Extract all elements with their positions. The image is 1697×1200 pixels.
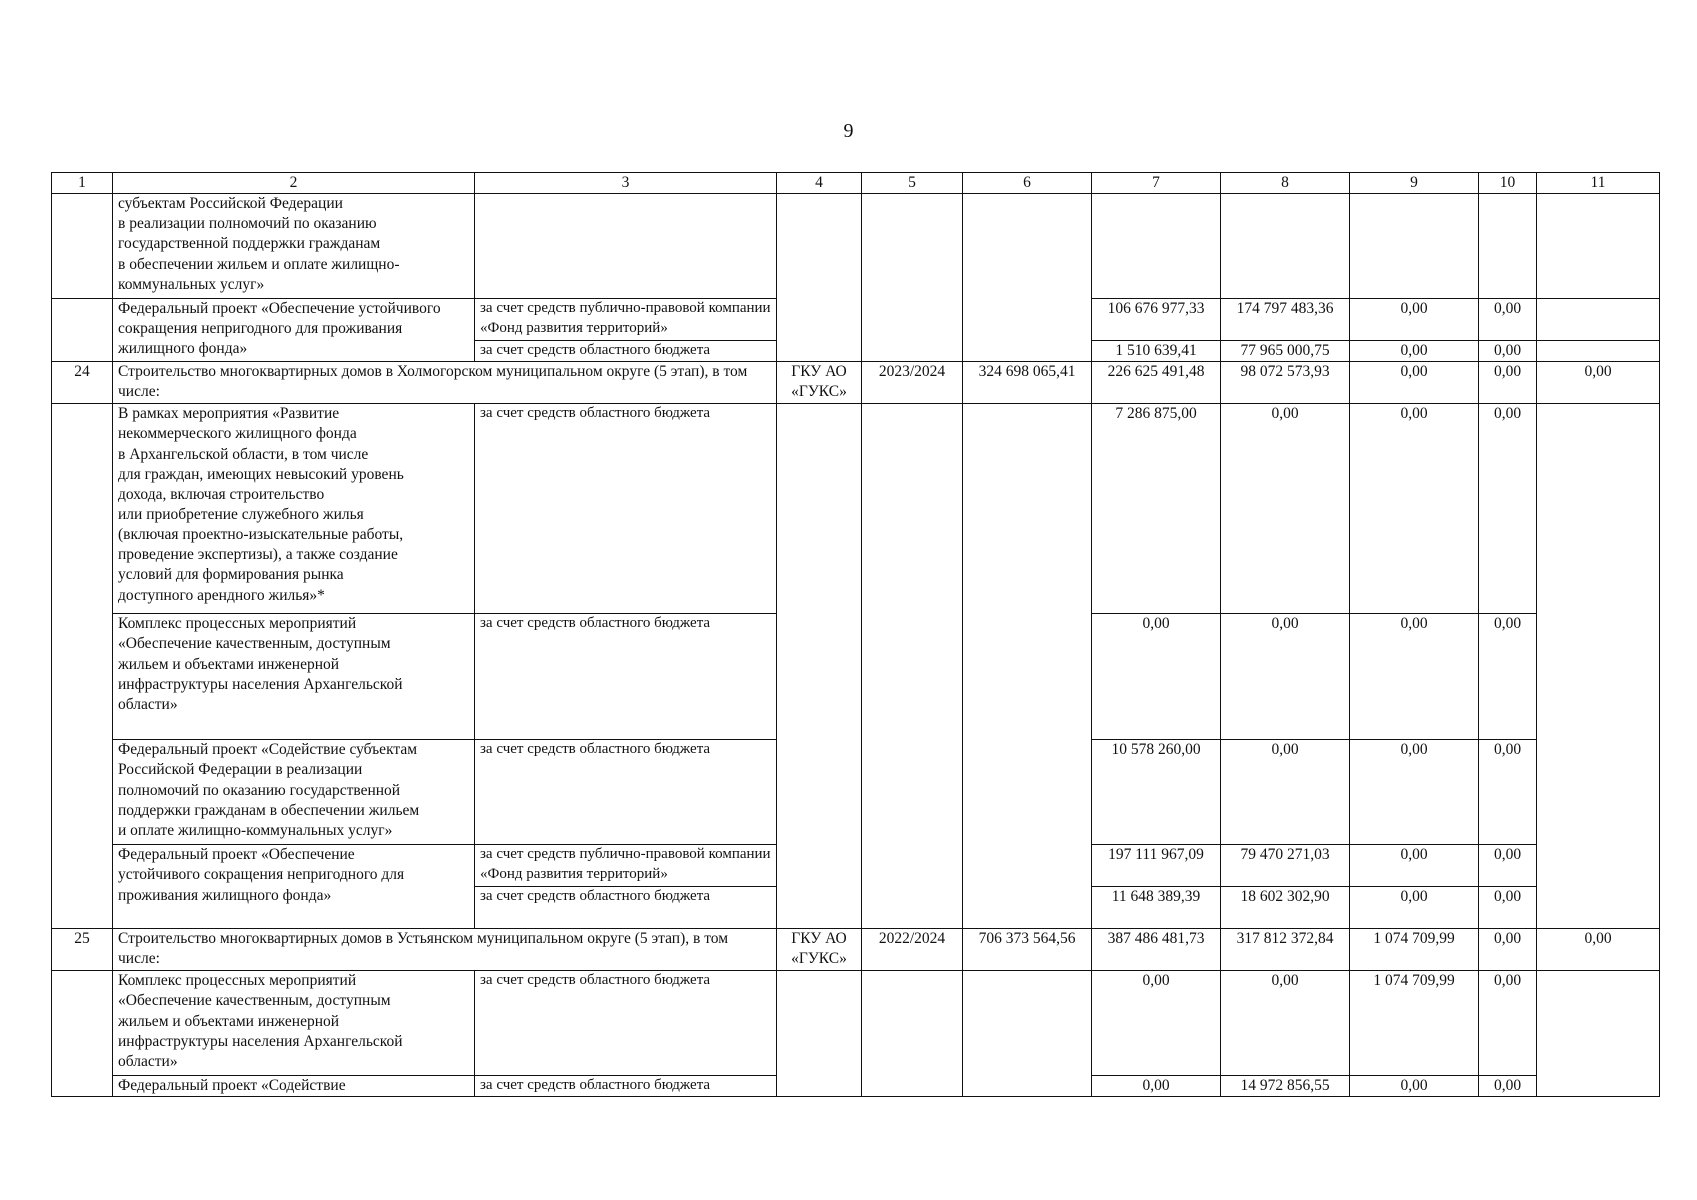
funding-source: за счет средств публично-правовой компании «Фонд развития территорий»: [475, 299, 777, 341]
value-cell: 0,00: [1479, 845, 1537, 887]
value-cell: 0,00: [1479, 1076, 1537, 1097]
value-cell: 197 111 967,09: [1092, 845, 1221, 887]
row-description: Строительство многоквартирных домов в Холмогорском муниципальном округе (5 этап), в том числе:: [113, 362, 777, 404]
value-cell: 1 510 639,41: [1092, 341, 1221, 362]
value-cell: 0,00: [1221, 971, 1350, 1076]
column-header: 3: [475, 173, 777, 194]
responsible-cell: ГКУ АО «ГУКС»: [777, 929, 862, 971]
value-cell: 0,00: [1350, 299, 1479, 341]
row-description: Строительство многоквартирных домов в Устьянском муниципальном округе (5 этап), в том числе:: [113, 929, 777, 971]
value-cell: 0,00: [1537, 929, 1660, 971]
funding-source: за счет средств областного бюджета: [475, 887, 777, 929]
table-row: [52, 929, 1660, 971]
row-description: В рамках мероприятия «Развитие некоммерческого жилищного фонда в Архангельской области, в том числе для граждан, имеющих невысокий уровень дохода, включая строительство или приобретение служебного жилья (включая проектно-изыскательные работы, проведение экспертизы), а также создание условий для формирования рынка доступного арендного жилья»*: [113, 404, 475, 614]
column-header: 9: [1350, 173, 1479, 194]
value-cell: 0,00: [1221, 614, 1350, 740]
row-description: Федеральный проект «Обеспечение устойчивого сокращения непригодного для проживания жилищного фонда»: [113, 845, 475, 929]
value-cell: 226 625 491,48: [1092, 362, 1221, 404]
row-number: 24: [52, 362, 113, 404]
value-cell: 0,00: [1479, 929, 1537, 971]
value-cell: 174 797 483,36: [1221, 299, 1350, 341]
value-cell: 0,00: [1092, 1076, 1221, 1097]
value-cell: 0,00: [1479, 971, 1537, 1076]
table-row: [52, 362, 1660, 404]
funding-source: за счет средств областного бюджета: [475, 1076, 777, 1097]
value-cell: 11 648 389,39: [1092, 887, 1221, 929]
value-cell: 0,00: [1350, 887, 1479, 929]
value-cell: 0,00: [1092, 971, 1221, 1076]
column-header: 2: [113, 173, 475, 194]
value-cell: 106 676 977,33: [1092, 299, 1221, 341]
value-cell: 14 972 856,55: [1221, 1076, 1350, 1097]
value-cell: 0,00: [1350, 740, 1479, 845]
table-row: [52, 404, 1660, 614]
column-header: 6: [963, 173, 1092, 194]
column-header: 10: [1479, 173, 1537, 194]
value-cell: 7 286 875,00: [1092, 404, 1221, 614]
table-row: [52, 194, 1660, 299]
value-cell: 0,00: [1479, 362, 1537, 404]
row-description: субъектам Российской Федерации в реализации полномочий по оказанию государственной поддержки гражданам в обеспечении жильем и оплате жилищно- коммунальных услуг»: [113, 194, 475, 299]
period-cell: 2022/2024: [862, 929, 963, 971]
value-cell: 1 074 709,99: [1350, 929, 1479, 971]
value-cell: 1 074 709,99: [1350, 971, 1479, 1076]
value-cell: 317 812 372,84: [1221, 929, 1350, 971]
funding-source: за счет средств областного бюджета: [475, 740, 777, 845]
column-header: 11: [1537, 173, 1660, 194]
row-description: Комплекс процессных мероприятий «Обеспечение качественным, доступным жильем и объектами инженерной инфраструктуры населения Архангельской области»: [113, 614, 475, 740]
row-description: Федеральный проект «Содействие: [113, 1076, 475, 1097]
budget-table: [51, 172, 1660, 1097]
value-cell: 0,00: [1350, 341, 1479, 362]
table-row: [52, 971, 1660, 1076]
value-cell: 0,00: [1479, 404, 1537, 614]
value-cell: 0,00: [1221, 404, 1350, 614]
column-header: 8: [1221, 173, 1350, 194]
value-cell: 387 486 481,73: [1092, 929, 1221, 971]
value-cell: 0,00: [1350, 614, 1479, 740]
value-cell: 0,00: [1350, 362, 1479, 404]
page-number: 9: [843, 120, 854, 142]
column-header: 4: [777, 173, 862, 194]
funding-source: за счет средств областного бюджета: [475, 971, 777, 1076]
value-cell: 0,00: [1092, 614, 1221, 740]
value-cell: 706 373 564,56: [963, 929, 1092, 971]
value-cell: 0,00: [1479, 740, 1537, 845]
value-cell: 0,00: [1537, 362, 1660, 404]
responsible-cell: ГКУ АО «ГУКС»: [777, 362, 862, 404]
row-description: Федеральный проект «Обеспечение устойчивого сокращения непригодного для проживания жилищного фонда»: [113, 299, 475, 362]
funding-source: за счет средств публично-правовой компании «Фонд развития территорий»: [475, 845, 777, 887]
period-cell: 2023/2024: [862, 362, 963, 404]
value-cell: 0,00: [1479, 341, 1537, 362]
value-cell: 10 578 260,00: [1092, 740, 1221, 845]
funding-source: за счет средств областного бюджета: [475, 404, 777, 614]
column-header: 5: [862, 173, 963, 194]
value-cell: 0,00: [1479, 614, 1537, 740]
value-cell: 79 470 271,03: [1221, 845, 1350, 887]
value-cell: 0,00: [1350, 845, 1479, 887]
row-number: 25: [52, 929, 113, 971]
row-description: Комплекс процессных мероприятий «Обеспечение качественным, доступным жильем и объектами инженерной инфраструктуры населения Архангельской области»: [113, 971, 475, 1076]
column-header: 7: [1092, 173, 1221, 194]
value-cell: 0,00: [1479, 299, 1537, 341]
value-cell: 0,00: [1350, 404, 1479, 614]
value-cell: 0,00: [1221, 740, 1350, 845]
column-header: 1: [52, 173, 113, 194]
value-cell: 98 072 573,93: [1221, 362, 1350, 404]
row-description: Федеральный проект «Содействие субъектам Российской Федерации в реализации полномочий по оказанию государственной поддержки гражданам в обеспечении жильем и оплате жилищно-коммунальных услуг»: [113, 740, 475, 845]
column-number-row: [52, 173, 1660, 194]
value-cell: 0,00: [1350, 1076, 1479, 1097]
value-cell: 18 602 302,90: [1221, 887, 1350, 929]
funding-source: за счет средств областного бюджета: [475, 614, 777, 740]
value-cell: 0,00: [1479, 887, 1537, 929]
value-cell: 324 698 065,41: [963, 362, 1092, 404]
value-cell: 77 965 000,75: [1221, 341, 1350, 362]
funding-source: за счет средств областного бюджета: [475, 341, 777, 362]
